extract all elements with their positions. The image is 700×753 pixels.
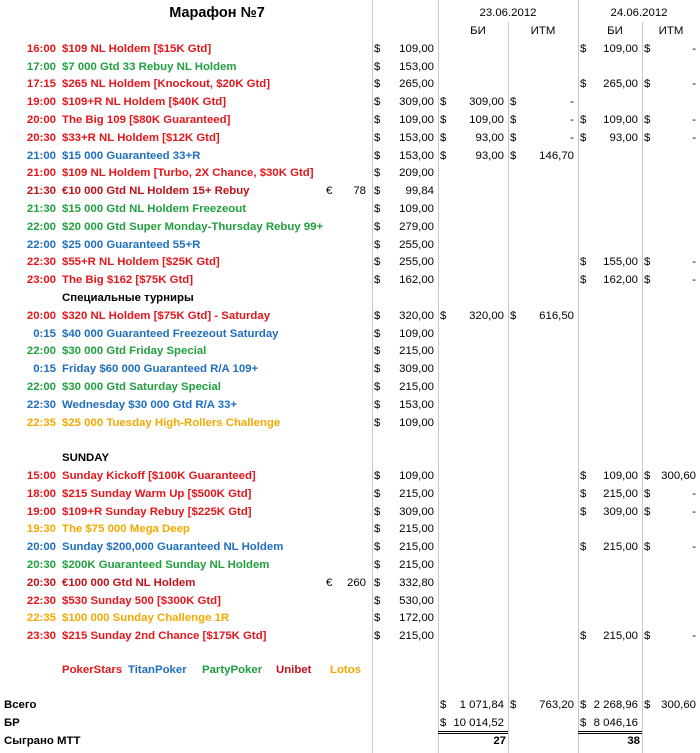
day2-itm: - xyxy=(692,487,696,500)
tournament-row xyxy=(0,93,700,111)
tournament-row xyxy=(0,414,700,432)
buyin-price-currency: $ xyxy=(374,630,381,643)
buyin-price: 153,00 xyxy=(399,131,434,144)
buyin-price-currency: $ xyxy=(374,309,381,322)
day2-itm-currency: $ xyxy=(644,541,651,554)
legend-item-lotos: Lotos xyxy=(330,663,362,676)
tournament-time: 21:00 xyxy=(26,149,56,162)
tournament-name: $215 Sunday Warm Up [$500K Gtd] xyxy=(62,487,252,500)
tournament-row xyxy=(0,556,700,574)
day2-buyin-total: 2 268,96 xyxy=(593,699,638,712)
tournament-time: 20:00 xyxy=(26,309,56,322)
tournament-name: The Big $162 [$75K Gtd] xyxy=(62,274,194,287)
tournament-row xyxy=(0,325,700,343)
tournament-row xyxy=(0,627,700,645)
day2-itm-total: 300,60 xyxy=(661,699,696,712)
day2-buyin-currency: $ xyxy=(580,131,587,144)
subheader-row xyxy=(0,22,700,40)
buyin-price: 215,00 xyxy=(399,559,434,571)
tournament-name: $15 000 Gtd NL Holdem Freezeout xyxy=(62,203,246,215)
day2-itm: - xyxy=(692,256,696,269)
date-column-header: 23.06.2012 xyxy=(479,7,537,19)
day1-itm-currency: $ xyxy=(510,149,517,162)
tournament-time: 19:00 xyxy=(26,505,56,518)
euro-price: 78 xyxy=(353,185,366,198)
day2-buyin-total-currency: $ xyxy=(580,717,587,730)
tournament-name: $100 000 Sunday Challenge 1R xyxy=(62,612,230,625)
buyin-price-currency: $ xyxy=(374,60,381,73)
day2-buyin-total-currency: $ xyxy=(580,699,587,712)
buyin-price: 109,00 xyxy=(399,42,434,55)
totals-row xyxy=(0,696,700,714)
day2-buyin: 109,00 xyxy=(603,470,638,482)
day1-itm: - xyxy=(570,114,574,126)
buyin-price: 109,00 xyxy=(399,327,434,340)
buyin-price: 209,00 xyxy=(399,167,434,180)
legend xyxy=(0,661,700,679)
section-row xyxy=(0,289,700,307)
tournament-time: 21:30 xyxy=(26,203,56,215)
tournament-time: 20:30 xyxy=(26,131,56,144)
tournament-time: 20:30 xyxy=(26,559,56,571)
totals-label: БР xyxy=(4,717,20,730)
day1-buyin-currency: $ xyxy=(440,96,447,109)
tournament-row xyxy=(0,218,700,236)
buyin-price: 153,00 xyxy=(399,398,434,411)
tournament-row xyxy=(0,520,700,538)
tournament-row xyxy=(0,360,700,378)
header-row xyxy=(0,4,700,22)
tournament-name: Wednesday $30 000 Gtd R/A 33+ xyxy=(62,398,238,411)
day2-itm-currency: $ xyxy=(644,256,651,269)
day1-itm: 616,50 xyxy=(539,309,574,322)
tournament-time: 22:00 xyxy=(26,238,56,251)
buyin-price: 255,00 xyxy=(399,238,434,251)
day2-buyin-currency: $ xyxy=(580,630,587,643)
buyin-price: 530,00 xyxy=(399,594,434,607)
buyin-price-currency: $ xyxy=(374,612,381,625)
tournament-row xyxy=(0,592,700,610)
buyin-price: 99,84 xyxy=(405,185,434,198)
tournament-row xyxy=(0,40,700,58)
day1-buyin-total-currency: $ xyxy=(440,699,447,712)
day2-buyin: 215,00 xyxy=(603,630,638,643)
day1-itm-currency: $ xyxy=(510,309,517,322)
buyin-price-currency: $ xyxy=(374,594,381,607)
buyin-price: 153,00 xyxy=(399,149,434,162)
tournament-name: $30 000 Gtd Friday Special xyxy=(62,345,207,358)
day2-buyin: 265,00 xyxy=(603,78,638,91)
day2-itm-currency: $ xyxy=(644,505,651,518)
tournament-row xyxy=(0,307,700,325)
tournament-row xyxy=(0,503,700,521)
tournament-time: 16:00 xyxy=(26,42,56,55)
tournament-time: 21:00 xyxy=(26,167,56,180)
buyin-price: 309,00 xyxy=(399,505,434,518)
tournament-name: $215 Sunday 2nd Chance [$175K Gtd] xyxy=(62,630,267,643)
tournament-row xyxy=(0,396,700,414)
buyin-price-currency: $ xyxy=(374,576,381,589)
buyin-price: 109,00 xyxy=(399,416,434,429)
day2-buyin: 93,00 xyxy=(609,131,638,144)
tournament-name: $7 000 Gtd 33 Rebuy NL Holdem xyxy=(62,60,237,73)
tournament-time: 22:30 xyxy=(26,398,56,411)
buyin-price: 215,00 xyxy=(399,523,434,536)
tournament-name: $25 000 Guaranteed 55+R xyxy=(62,238,201,251)
buyin-price-currency: $ xyxy=(374,78,381,91)
day2-itm-currency: $ xyxy=(644,470,651,482)
buyin-price-currency: $ xyxy=(374,131,381,144)
day1-buyin: 320,00 xyxy=(469,309,504,322)
day2-itm-total-currency: $ xyxy=(644,699,651,712)
tournament-time: 20:30 xyxy=(26,576,56,589)
day2-buyin: 155,00 xyxy=(603,256,638,269)
tournament-row xyxy=(0,75,700,93)
buyin-price-currency: $ xyxy=(374,42,381,55)
day1-itm-total: 763,20 xyxy=(539,699,574,712)
day2-itm-currency: $ xyxy=(644,78,651,91)
tournament-time: 22:30 xyxy=(26,256,56,269)
page-title: Марафон №7 xyxy=(169,5,265,21)
buyin-price-currency: $ xyxy=(374,327,381,340)
double-underline xyxy=(438,731,508,732)
day2-itm: - xyxy=(692,42,696,55)
tournament-name: $109+R Sunday Rebuy [$225K Gtd] xyxy=(62,505,252,518)
day2-itm-currency: $ xyxy=(644,131,651,144)
buyin-price-currency: $ xyxy=(374,381,381,393)
day1-itm-currency: $ xyxy=(510,96,517,109)
buyin-price-currency: $ xyxy=(374,203,381,215)
buyin-price-currency: $ xyxy=(374,149,381,162)
tournament-row xyxy=(0,236,700,254)
buyin-price-currency: $ xyxy=(374,541,381,554)
day2-buyin-total: 8 046,16 xyxy=(593,717,638,730)
tournament-name: $20 000 Gtd Super Monday-Thursday Rebuy 99+ xyxy=(62,220,324,233)
tournament-name: €100 000 Gtd NL Holdem xyxy=(62,576,196,589)
legend-item-titanpoker: TitanPoker xyxy=(128,663,187,676)
tournament-name: $200K Guaranteed Sunday NL Holdem xyxy=(62,559,270,571)
day1-buyin-currency: $ xyxy=(440,149,447,162)
buyin-price: 309,00 xyxy=(399,363,434,376)
buyin-price: 109,00 xyxy=(399,470,434,482)
day2-itm-currency: $ xyxy=(644,114,651,126)
buyin-price-currency: $ xyxy=(374,416,381,429)
legend-item-pokerstars: PokerStars xyxy=(62,663,123,676)
day2-buyin-currency: $ xyxy=(580,114,587,126)
tournament-name: $55+R NL Holdem [$25K Gtd] xyxy=(62,256,220,269)
totals-label: Всего xyxy=(4,699,37,712)
tournament-name: Friday $60 000 Guaranteed R/A 109+ xyxy=(62,363,259,376)
day1-buyin-total-currency: $ xyxy=(440,717,447,730)
buyin-price: 279,00 xyxy=(399,220,434,233)
tournament-name: Sunday $200,000 Guaranteed NL Holdem xyxy=(62,541,284,554)
tournament-name: Sunday Kickoff [$100K Guaranteed] xyxy=(62,470,256,482)
day1-itm-currency: $ xyxy=(510,114,517,126)
buyin-price: 109,00 xyxy=(399,114,434,126)
buyin-price: 215,00 xyxy=(399,345,434,358)
tournament-row xyxy=(0,609,700,627)
day2-itm: - xyxy=(692,630,696,643)
tournament-name: $30 000 Gtd Saturday Special xyxy=(62,381,221,393)
buyin-price: 215,00 xyxy=(399,541,434,554)
itm-header: ИТМ xyxy=(658,25,684,37)
tournament-time: 19:00 xyxy=(26,96,56,109)
section-row xyxy=(0,449,700,467)
itm-header: ИТМ xyxy=(530,25,556,37)
double-underline xyxy=(578,731,642,732)
day1-buyin-total: 1 071,84 xyxy=(459,699,504,712)
tournament-time: 22:00 xyxy=(26,220,56,233)
day2-buyin: 215,00 xyxy=(603,487,638,500)
day2-itm-currency: $ xyxy=(644,630,651,643)
tournament-time: 0:15 xyxy=(33,363,56,376)
euro-sign: € xyxy=(326,576,333,589)
tournament-time: 22:35 xyxy=(26,612,56,625)
day2-buyin-currency: $ xyxy=(580,256,587,269)
day2-buyin: 215,00 xyxy=(603,541,638,554)
totals-row xyxy=(0,714,700,732)
tournament-row xyxy=(0,467,700,485)
tournament-name: $320 NL Holdem [$75K Gtd] - Saturday xyxy=(62,309,271,322)
buyin-price: 153,00 xyxy=(399,60,434,73)
day2-itm: - xyxy=(692,274,696,287)
euro-price: 260 xyxy=(346,576,366,589)
double-underline xyxy=(438,733,508,734)
day1-itm-total-currency: $ xyxy=(510,699,517,712)
day2-itm: - xyxy=(692,505,696,518)
day2-buyin: 162,00 xyxy=(603,274,638,287)
day1-buyin-total: 10 014,52 xyxy=(453,717,504,730)
buyin-price-currency: $ xyxy=(374,559,381,571)
day2-itm: - xyxy=(692,78,696,91)
tournament-name: $109 NL Holdem [Turbo, 2X Chance, $30K Gtd] xyxy=(62,167,314,180)
buyin-price-currency: $ xyxy=(374,238,381,251)
tournament-name: The Big 109 [$80K Guaranteed] xyxy=(62,114,231,126)
buyin-price-currency: $ xyxy=(374,363,381,376)
tournament-time: 22:00 xyxy=(26,381,56,393)
buyin-price-currency: $ xyxy=(374,274,381,287)
tournament-row xyxy=(0,271,700,289)
tournament-time: 15:00 xyxy=(26,470,56,482)
buyin-header: БИ xyxy=(607,25,623,37)
tournament-row xyxy=(0,574,700,592)
day2-itm: 300,60 xyxy=(661,470,696,482)
buyin-price: 332,80 xyxy=(399,576,434,589)
tournament-name: $265 NL Holdem [Knockout, $20K Gtd] xyxy=(62,78,271,91)
buyin-price: 215,00 xyxy=(399,487,434,500)
buyin-price-currency: $ xyxy=(374,470,381,482)
day2-itm: - xyxy=(692,541,696,554)
tournament-row xyxy=(0,147,700,165)
double-underline xyxy=(578,733,642,734)
day2-buyin-currency: $ xyxy=(580,470,587,482)
day1-buyin-currency: $ xyxy=(440,114,447,126)
day2-itm-currency: $ xyxy=(644,487,651,500)
buyin-price-currency: $ xyxy=(374,256,381,269)
buyin-price-currency: $ xyxy=(374,96,381,109)
tournament-name: $25 000 Tuesday High-Rollers Challenge xyxy=(62,416,281,429)
day2-mtt-count: 38 xyxy=(627,735,640,747)
day2-buyin: 109,00 xyxy=(603,114,638,126)
day2-itm: - xyxy=(692,114,696,126)
day1-buyin: 109,00 xyxy=(469,114,504,126)
buyin-price: 162,00 xyxy=(399,274,434,287)
tournament-time: 0:15 xyxy=(33,327,56,340)
day2-buyin: 109,00 xyxy=(603,42,638,55)
section-title: SUNDAY xyxy=(62,452,110,465)
day2-buyin-currency: $ xyxy=(580,274,587,287)
day2-buyin-currency: $ xyxy=(580,487,587,500)
buyin-price-currency: $ xyxy=(374,167,381,180)
day1-itm: 146,70 xyxy=(539,149,574,162)
buyin-price: 309,00 xyxy=(399,96,434,109)
tournament-row xyxy=(0,378,700,396)
buyin-price-currency: $ xyxy=(374,345,381,358)
legend-item-partypoker: PartyPoker xyxy=(202,663,263,676)
buyin-price: 265,00 xyxy=(399,78,434,91)
buyin-price: 320,00 xyxy=(399,309,434,322)
buyin-price: 172,00 xyxy=(399,612,434,625)
tournament-time: 20:00 xyxy=(26,541,56,554)
tournament-name: €10 000 Gtd NL Holdem 15+ Rebuy xyxy=(62,185,250,198)
day2-buyin-currency: $ xyxy=(580,541,587,554)
buyin-header: БИ xyxy=(470,25,486,37)
buyin-price: 255,00 xyxy=(399,256,434,269)
tournament-name: $109+R NL Holdem [$40K Gtd] xyxy=(62,96,227,109)
day1-buyin-currency: $ xyxy=(440,131,447,144)
date-column-header: 24.06.2012 xyxy=(610,7,668,19)
tournament-time: 20:00 xyxy=(26,114,56,126)
buyin-price-currency: $ xyxy=(374,114,381,126)
tournament-row xyxy=(0,538,700,556)
tournament-name: $15 000 Guaranteed 33+R xyxy=(62,149,201,162)
tournament-name: $109 NL Holdem [$15K Gtd] xyxy=(62,42,212,55)
tournament-row xyxy=(0,58,700,76)
buyin-price: 109,00 xyxy=(399,203,434,215)
tournament-row xyxy=(0,485,700,503)
legend-item-unibet: Unibet xyxy=(276,663,312,676)
mtt-count-row xyxy=(0,732,700,750)
tournament-name: The $75 000 Mega Deep xyxy=(62,523,190,536)
tournament-row xyxy=(0,164,700,182)
tournament-time: 17:15 xyxy=(26,78,56,91)
buyin-price-currency: $ xyxy=(374,523,381,536)
tournament-row xyxy=(0,182,700,200)
mtt-count-label: Сыграно МТТ xyxy=(4,735,81,747)
buyin-price-currency: $ xyxy=(374,185,381,198)
day2-itm: - xyxy=(692,131,696,144)
tournament-row xyxy=(0,111,700,129)
tournament-time: 23:30 xyxy=(26,630,56,643)
day2-buyin-currency: $ xyxy=(580,42,587,55)
day1-mtt-count: 27 xyxy=(493,735,506,747)
tournament-time: 22:35 xyxy=(26,416,56,429)
tournament-time: 18:00 xyxy=(26,487,56,500)
day2-itm-currency: $ xyxy=(644,42,651,55)
day2-buyin-currency: $ xyxy=(580,78,587,91)
day1-buyin: 93,00 xyxy=(475,149,504,162)
day1-buyin-currency: $ xyxy=(440,309,447,322)
day2-buyin-currency: $ xyxy=(580,505,587,518)
tournament-time: 23:00 xyxy=(26,274,56,287)
day1-itm: - xyxy=(570,96,574,109)
tournament-time: 21:30 xyxy=(26,185,56,198)
day2-itm-currency: $ xyxy=(644,274,651,287)
tournament-name: $40 000 Guaranteed Freezeout Saturday xyxy=(62,327,279,340)
day1-buyin: 309,00 xyxy=(469,96,504,109)
buyin-price: 215,00 xyxy=(399,630,434,643)
blank-row xyxy=(0,431,700,449)
day1-itm: - xyxy=(570,131,574,144)
tournament-time: 19:30 xyxy=(26,523,56,536)
tournament-time: 22:30 xyxy=(26,594,56,607)
section-title: Специальные турниры xyxy=(62,292,194,304)
tournament-time: 17:00 xyxy=(26,60,56,73)
tournament-row xyxy=(0,129,700,147)
buyin-price-currency: $ xyxy=(374,220,381,233)
buyin-price-currency: $ xyxy=(374,487,381,500)
buyin-price-currency: $ xyxy=(374,505,381,518)
tournament-row xyxy=(0,253,700,271)
tournament-name: $530 Sunday 500 [$300K Gtd] xyxy=(62,594,221,607)
day2-buyin: 309,00 xyxy=(603,505,638,518)
buyin-price: 215,00 xyxy=(399,381,434,393)
buyin-price-currency: $ xyxy=(374,398,381,411)
tournament-time: 22:00 xyxy=(26,345,56,358)
euro-sign: € xyxy=(326,185,333,198)
day1-buyin: 93,00 xyxy=(475,131,504,144)
day1-itm-currency: $ xyxy=(510,131,517,144)
tournament-name: $33+R NL Holdem [$12K Gtd] xyxy=(62,131,220,144)
tournament-row xyxy=(0,200,700,218)
tournament-row xyxy=(0,342,700,360)
